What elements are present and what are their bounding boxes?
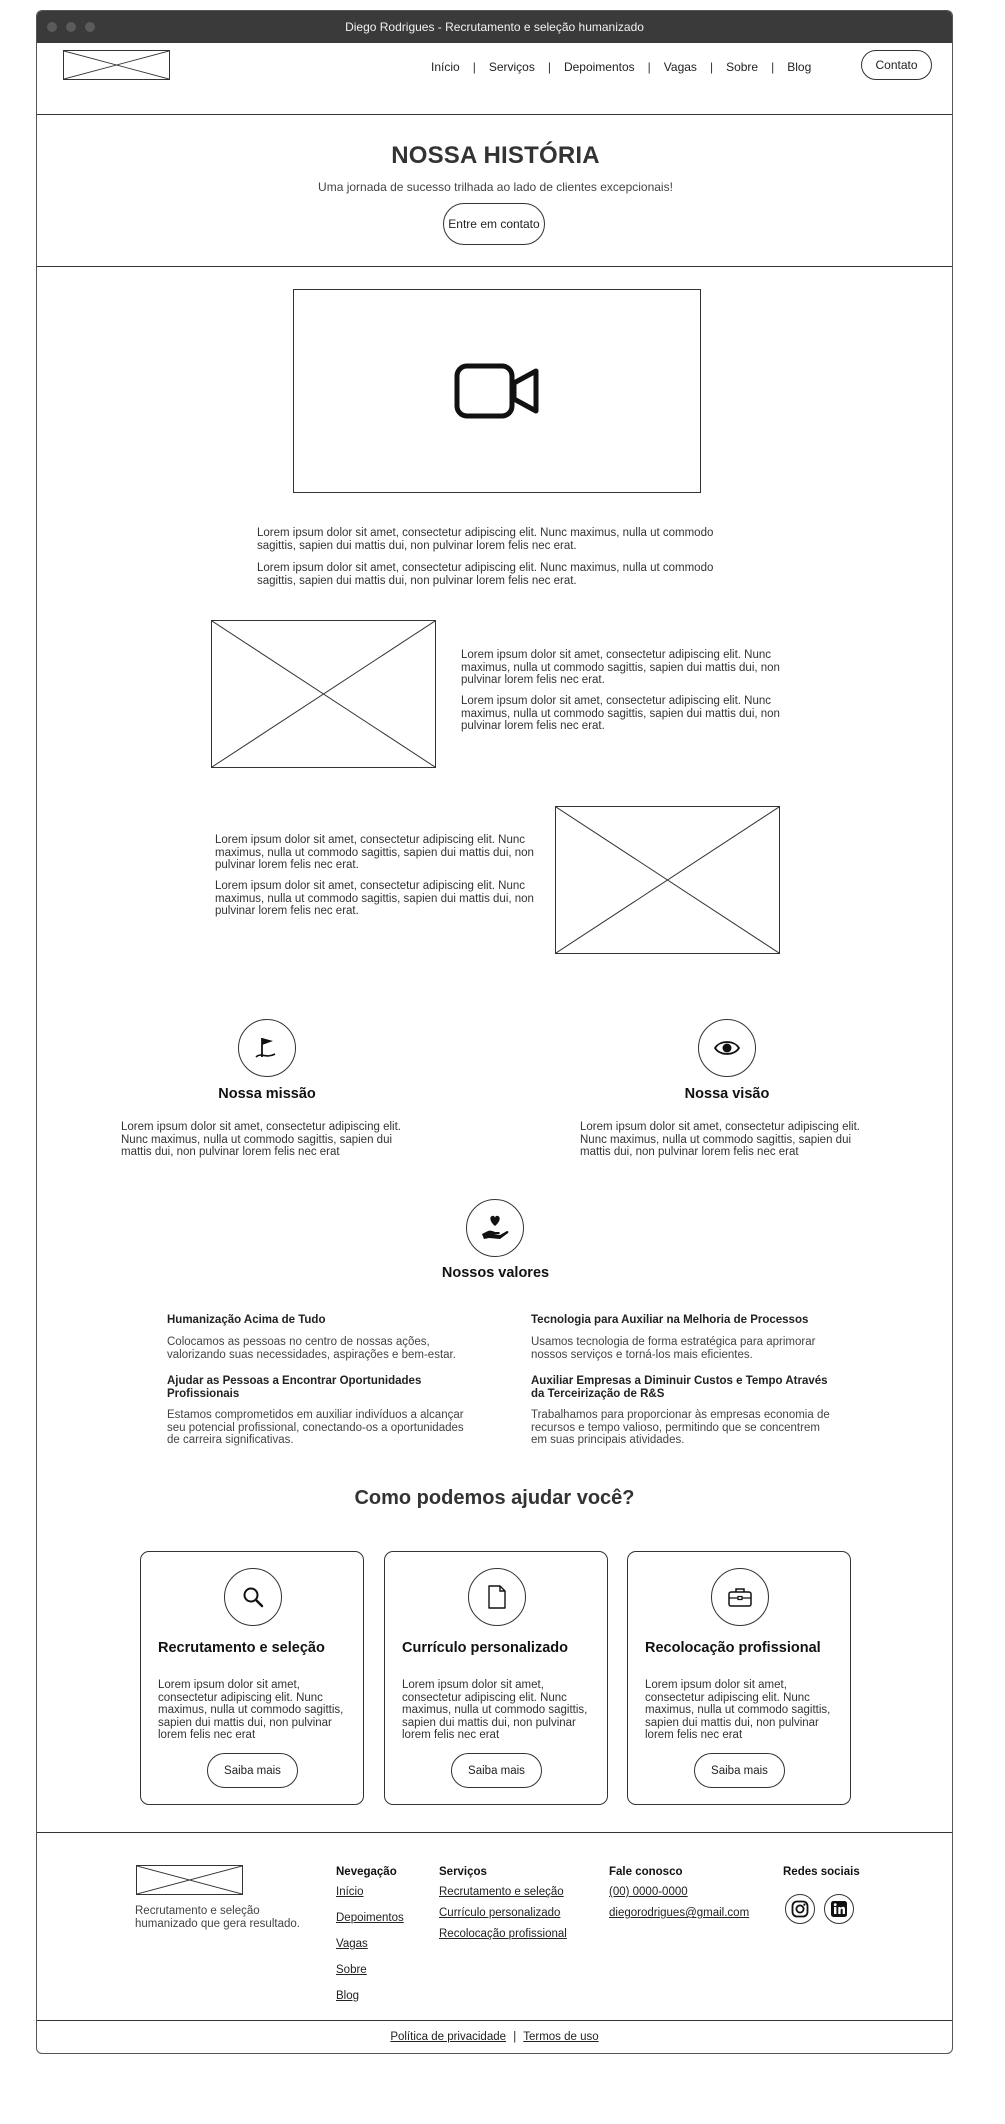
card-text: Lorem ipsum dolor sit amet, consectetur adipiscing elit. Nunc maximus, nulla ut commodo sagittis, sapien dui mattis dui, non pulvinar lorem felis nec erat [402, 1679, 588, 1741]
mission-text: Lorem ipsum dolor sit amet, consectetur adipiscing elit. Nunc maximus, nulla ut commodo sagittis, sapien dui mattis dui, non pulvinar lorem felis nec erat [121, 1121, 401, 1158]
nav-separator: | [771, 60, 775, 74]
contact-cta-button[interactable]: Entre em contato [443, 203, 545, 245]
learn-more-button[interactable]: Saiba mais [207, 1753, 298, 1788]
maximize-dot[interactable] [85, 22, 95, 32]
logo-placeholder[interactable] [63, 50, 170, 80]
value-text: Trabalhamos para proporcionar às empresas economia de recursos e tempo valioso, permitindo que se concentrem em suas principais atividades. [531, 1409, 830, 1446]
footer-contact-column [609, 1866, 749, 1928]
nav-item-sobre[interactable]: Sobre [726, 60, 759, 74]
nav-item-inicio[interactable]: Início [431, 60, 460, 74]
value-text: Colocamos as pessoas no centro de nossas ações, valorizando suas necessidades, aspirações e bem-estar. [167, 1336, 456, 1361]
card-text: Lorem ipsum dolor sit amet, consectetur adipiscing elit. Nunc maximus, nulla ut commodo sagittis, sapien dui mattis dui, non pulvinar lorem felis nec erat [158, 1679, 344, 1741]
instagram-icon[interactable] [785, 1894, 815, 1924]
footer-link-blog[interactable]: Blog [336, 1990, 360, 2002]
footer-services-column [439, 1866, 567, 1949]
nav-item-vagas[interactable]: Vagas [663, 60, 697, 74]
footer-column-title: Serviços [439, 1866, 487, 1878]
hand-heart-icon [466, 1199, 524, 1257]
legal-separator: | [513, 2031, 517, 2043]
nav-item-servicos[interactable]: Serviços [488, 60, 535, 74]
footer-column-title: Fale conosco [609, 1866, 683, 1878]
footer-link-recolocacao[interactable]: Recolocação profissional [439, 1928, 567, 1940]
footer-nav-column [336, 1866, 404, 2011]
vision-title: Nossa visão [684, 1086, 770, 1102]
footer-phone-link[interactable]: (00) 0000-0000 [609, 1886, 688, 1898]
close-dot[interactable] [47, 22, 57, 32]
card-title: Recolocação profissional [645, 1640, 821, 1656]
hero-subtitle: Uma jornada de sucesso trilhada ao lado de clientes excepcionais! [318, 180, 673, 194]
footer-link-vagas[interactable]: Vagas [336, 1938, 368, 1950]
footer-tagline: Recrutamento e seleção humanizado que gera resultado. [135, 1905, 300, 1930]
search-icon [224, 1568, 282, 1626]
mission-title: Nossa missão [218, 1086, 316, 1102]
service-card [140, 1551, 364, 1805]
learn-more-button[interactable]: Saiba mais [694, 1753, 785, 1788]
page-title: NOSSA HISTÓRIA [391, 142, 600, 169]
footer-link-recrutamento[interactable]: Recrutamento e seleção [439, 1886, 564, 1898]
nav-separator: | [472, 60, 476, 74]
footer-email-link[interactable]: diegorodrigues@gmail.com [609, 1907, 750, 1919]
nav-item-depoimentos[interactable]: Depoimentos [563, 60, 635, 74]
window-title: Diego Rodrigues - Recrutamento e seleção humanizado [345, 20, 644, 34]
story-paragraph-6: Lorem ipsum dolor sit amet, consectetur adipiscing elit. Nunc maximus, nulla ut commodo sagittis, sapien dui mattis dui, non pulvinar lorem felis nec erat. [215, 880, 534, 917]
story-paragraph-4: Lorem ipsum dolor sit amet, consectetur adipiscing elit. Nunc maximus, nulla ut commodo sagittis, sapien dui mattis dui, non pulvinar lorem felis nec erat. [461, 695, 780, 732]
contact-button[interactable]: Contato [861, 50, 932, 80]
title-bar [37, 11, 952, 43]
story-paragraph-5: Lorem ipsum dolor sit amet, consectetur adipiscing elit. Nunc maximus, nulla ut commodo sagittis, sapien dui mattis dui, non pulvinar lorem felis nec erat. [215, 834, 534, 871]
video-camera-icon [454, 363, 540, 419]
value-title: Humanização Acima de Tudo [167, 1314, 326, 1326]
value-text: Estamos comprometidos em auxiliar indivíduos a alcançar seu potencial profissional, conectando-os a oportunidades de carreira significativas. [167, 1409, 464, 1446]
service-card [384, 1551, 608, 1805]
service-card [627, 1551, 851, 1805]
story-paragraph-2: Lorem ipsum dolor sit amet, consectetur adipiscing elit. Nunc maximus, nulla ut commodo sagittis, sapien dui mattis dui, non pulvinar lorem felis nec erat. [257, 562, 714, 587]
vision-text: Lorem ipsum dolor sit amet, consectetur adipiscing elit. Nunc maximus, nulla ut commodo sagittis, sapien dui mattis dui, non pulvinar lorem felis nec erat [580, 1121, 860, 1158]
help-section-title: Como podemos ajudar você? [354, 1487, 635, 1509]
nav-separator: | [647, 60, 651, 74]
browser-window [36, 10, 953, 2054]
window-controls [47, 22, 95, 32]
nav-separator: | [547, 60, 551, 74]
image-placeholder [211, 620, 436, 768]
flag-icon [238, 1019, 296, 1077]
privacy-policy-link[interactable]: Política de privacidade [390, 2031, 507, 2043]
footer-column-title: Nevegação [336, 1866, 397, 1878]
footer-link-inicio[interactable]: Início [336, 1886, 364, 1898]
footer-social-column [783, 1866, 860, 1886]
card-title: Recrutamento e seleção [158, 1640, 325, 1656]
terms-of-use-link[interactable]: Termos de uso [523, 2031, 599, 2043]
nav-separator: | [709, 60, 714, 74]
image-placeholder [555, 806, 780, 954]
briefcase-icon [711, 1568, 769, 1626]
story-paragraph-3: Lorem ipsum dolor sit amet, consectetur adipiscing elit. Nunc maximus, nulla ut commodo sagittis, sapien dui mattis dui, non pulvinar lorem felis nec erat. [461, 649, 780, 686]
footer-link-sobre[interactable]: Sobre [336, 1964, 367, 1976]
card-title: Currículo personalizado [402, 1640, 568, 1656]
values-title: Nossos valores [441, 1265, 550, 1281]
video-placeholder[interactable] [293, 289, 701, 493]
story-paragraph-1: Lorem ipsum dolor sit amet, consectetur adipiscing elit. Nunc maximus, nulla ut commodo sagittis, sapien dui mattis dui, non pulvinar lorem felis nec erat. [257, 527, 714, 552]
value-title: Auxiliar Empresas a Diminuir Custos e Tempo Através da Terceirização de R&S [531, 1375, 828, 1400]
value-title: Tecnologia para Auxiliar na Melhoria de Processos [531, 1314, 809, 1326]
footer-link-curriculo[interactable]: Currículo personalizado [439, 1907, 561, 1919]
footer-column-title: Redes sociais [783, 1866, 860, 1878]
legal-links [37, 2031, 952, 2043]
nav-item-blog[interactable]: Blog [787, 60, 812, 74]
document-icon [468, 1568, 526, 1626]
learn-more-button[interactable]: Saiba mais [451, 1753, 542, 1788]
linkedin-icon[interactable] [824, 1894, 854, 1924]
footer [36, 1832, 953, 2021]
value-text: Usamos tecnologia de forma estratégica para aprimorar nossos serviços e torná-los mais eficientes. [531, 1336, 816, 1361]
value-title: Ajudar as Pessoas a Encontrar Oportunidades Profissionais [167, 1375, 422, 1400]
top-navigation [37, 43, 952, 115]
minimize-dot[interactable] [66, 22, 76, 32]
card-text: Lorem ipsum dolor sit amet, consectetur adipiscing elit. Nunc maximus, nulla ut commodo sagittis, sapien dui mattis dui, non pulvinar lorem felis nec erat [645, 1679, 831, 1741]
main-menu [431, 60, 811, 74]
footer-logo-placeholder[interactable] [136, 1865, 243, 1895]
eye-icon [698, 1019, 756, 1077]
footer-link-depoimentos[interactable]: Depoimentos [336, 1912, 404, 1924]
hero-section [36, 115, 953, 267]
